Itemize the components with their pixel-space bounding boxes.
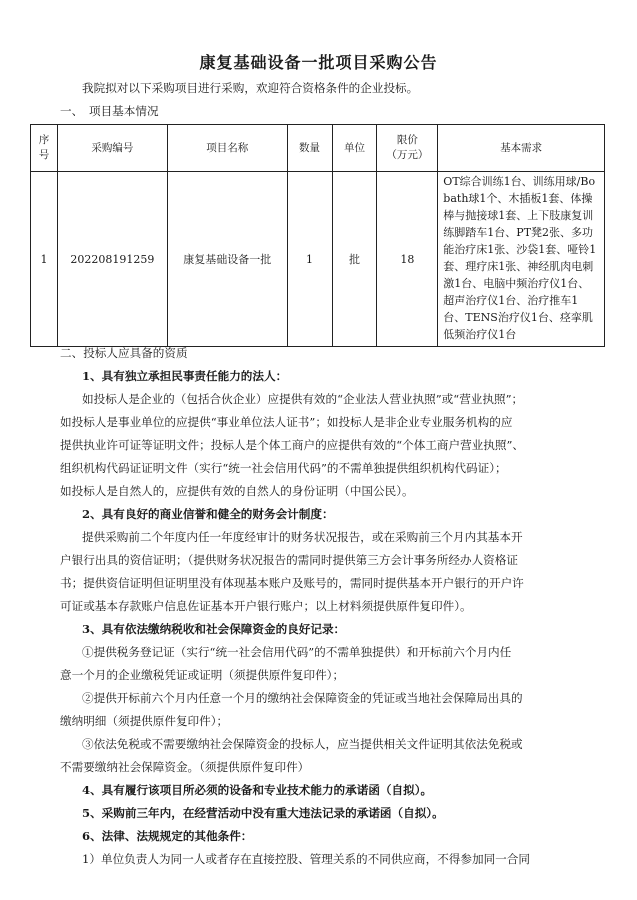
header-limit-line-2: （万元） [386, 149, 429, 161]
header-qty: 数量 [287, 125, 332, 172]
table-header-row [31, 125, 605, 172]
body-line: 意一个月的企业缴税凭证或证明（须提供原件复印件）； [60, 668, 345, 682]
project-table [30, 124, 605, 347]
section-heading-qualifications: 二、投标人应具备的资质 [60, 346, 188, 360]
body-line: 不需要缴纳社会保障资金。（须提供原件复印件） [60, 760, 310, 774]
body-line: 组织机构代码证证明文件（实行“统一社会信用代码”的不需单独提供组织机构代码证）； [60, 461, 507, 475]
item-6-heading: 6、法律、法规规定的其他条件： [82, 829, 253, 843]
body-line: 可证或基本存款账户信息佐证基本开户银行账户；以上材料须提供原件复印件）。 [60, 599, 472, 613]
header-seq-line-1: 序 [38, 134, 50, 146]
body-line: ②提供开标前六个月内任意一个月的缴纳社会保障资金的凭证或当地社会保障局出具的 [82, 691, 523, 705]
header-unit: 单位 [332, 125, 377, 172]
body-line: 如投标人是事业单位的应提供“事业单位法人证书”；如投标人是非企业专业服务机构的应 [60, 415, 513, 429]
body-line: 缴纳明细（须提供原件复印件）； [60, 714, 229, 728]
item-4-heading: 4、具有履行该项目所必须的设备和专业技术能力的承诺函（自拟）。 [82, 783, 433, 797]
section-heading-project-info: 一、 项目基本情况 [60, 104, 159, 118]
body-line: 如投标人是自然人的，应提供有效的自然人的身份证明（中国公民）。 [60, 484, 414, 498]
intro-paragraph: 我院拟对以下采购项目进行采购，欢迎符合资格条件的企业投标。 [82, 81, 419, 95]
cell-seq: 1 [31, 172, 58, 347]
body-line: ①提供税务登记证（实行“统一社会信用代码”的不需单独提供）和开标前六个月内任 [82, 645, 512, 659]
cell-unit: 批 [332, 172, 377, 347]
item-2-heading: 2、具有良好的商业信誉和健全的财务会计制度： [82, 507, 334, 521]
item-3-heading: 3、具有依法缴纳税收和社会保障资金的良好记录： [82, 622, 346, 636]
cell-qty: 1 [287, 172, 332, 347]
body-line: 提供采购前二个年度内任一年度经审计的财务状况报告，或在采购前三个月内其基本开 [82, 530, 523, 544]
header-limit [377, 125, 438, 172]
header-name: 项目名称 [167, 125, 287, 172]
body-line: 书；提供资信证明但证明里没有体现基本账户及账号的，需同时提供基本开户银行的开户许 [60, 576, 524, 590]
body-line: 户银行出具的资信证明；（提供财务状况报告的需同时提供第三方会计事务所经办人资格证 [60, 553, 518, 567]
table-row [31, 172, 605, 347]
cell-limit: 18 [377, 172, 438, 347]
body-line: 1）单位负责人为同一人或者存在直接控股、管理关系的不同供应商，不得参加同一合同 [82, 852, 530, 866]
cell-code: 202208191259 [57, 172, 167, 347]
cell-requirements: OT综合训练1台、训练用球/Bobath球1个、木插板1套、体操棒与抛接球1套、上下肢康复训练脚踏车1台、PT凳2张、多功能治疗床1张、沙袋1套、哑铃1套、理疗床1张、神经肌肉电刺激1台、电脑中频治疗仪1台、超声治疗仪1台、治疗推车1台、TENS治疗仪1台、痉挛肌低频治疗仪1台 [438, 172, 605, 347]
header-limit-line-1: 限价 [396, 134, 418, 146]
item-1-heading: 1、具有独立承担民事责任能力的法人： [82, 369, 288, 383]
cell-name: 康复基础设备一批 [167, 172, 287, 347]
body-line: 如投标人是企业的（包括合伙企业）应提供有效的“企业法人营业执照”或“营业执照”； [82, 392, 524, 406]
body-line: ③依法免税或不需要缴纳社会保障资金的投标人，应当提供相关文件证明其依法免税或 [82, 737, 523, 751]
item-5-heading: 5、采购前三年内，在经营活动中没有重大违法记录的承诺函（自拟）。 [82, 806, 444, 820]
header-seq [31, 125, 58, 172]
page-title: 康复基础设备一批项目采购公告 [199, 53, 438, 72]
header-code: 采购编号 [57, 125, 167, 172]
body-line: 提供执业许可证等证明文件；投标人是个体工商户的应提供有效的“个体工商户营业执照”、 [60, 438, 525, 452]
header-seq-line-2: 号 [38, 149, 50, 161]
header-requirements: 基本需求 [438, 125, 605, 172]
